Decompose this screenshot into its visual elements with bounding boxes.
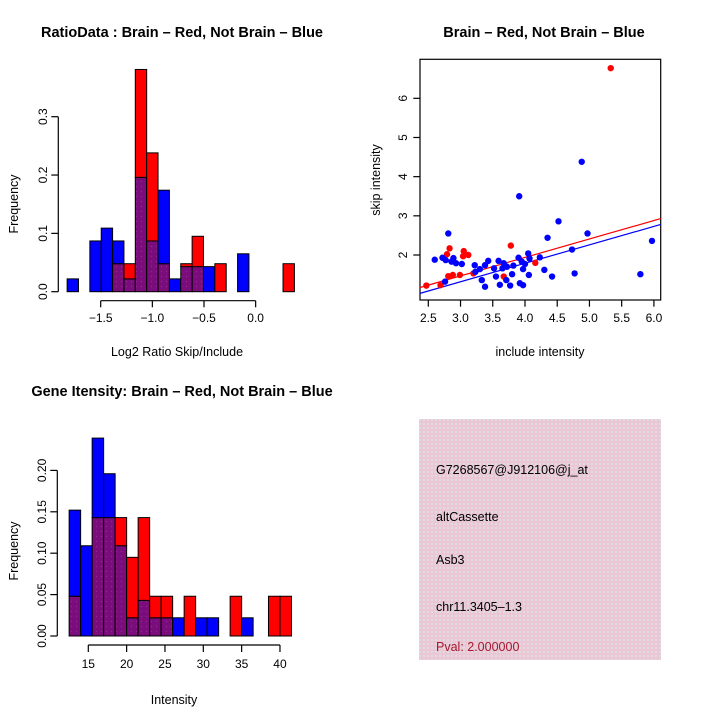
ratio-histogram-bar-blue xyxy=(158,190,169,263)
gene-histogram-bar-blue xyxy=(81,546,93,636)
intensity-scatter-point-brain xyxy=(457,272,463,278)
intensity-scatter-point-not-brain xyxy=(537,254,543,260)
intensity-scatter-point-not-brain xyxy=(503,277,509,283)
gene-histogram-y-axis-title: Frequency xyxy=(7,521,21,581)
gene-histogram-bar-red xyxy=(150,596,162,618)
gene-histogram-x-tick-label: 35 xyxy=(234,657,249,671)
intensity-scatter-x-tick-label: 6.0 xyxy=(645,311,663,325)
gene-histogram-bar-overlap xyxy=(127,618,139,636)
intensity-scatter-point-not-brain xyxy=(526,272,532,278)
ratio-histogram-bar-blue xyxy=(169,279,180,292)
ratio-histogram-bar-blue xyxy=(203,267,214,292)
intensity-scatter-point-not-brain xyxy=(541,267,547,273)
gene-histogram-bar-red xyxy=(280,596,292,636)
intensity-scatter-point-not-brain xyxy=(584,230,590,236)
intensity-scatter-point-not-brain xyxy=(510,262,516,268)
gene-histogram-bar-blue xyxy=(173,618,185,636)
intensity-scatter-point-not-brain xyxy=(555,218,561,224)
ratio-histogram-bar-overlap xyxy=(192,267,203,292)
info-pval: Pval: 2.000000 xyxy=(436,640,520,654)
ratio-histogram-y-tick-label: 0.3 xyxy=(36,108,50,126)
intensity-scatter-point-not-brain xyxy=(549,273,555,279)
intensity-scatter-y-axis-title: skip intensity xyxy=(369,144,383,216)
gene-histogram xyxy=(7,384,333,707)
gene-histogram-y-tick-label: 0.20 xyxy=(35,458,49,483)
ratio-histogram-bar-red xyxy=(124,264,135,279)
intensity-scatter-point-not-brain xyxy=(472,262,478,268)
ratio-histogram-y-tick-label: 0.1 xyxy=(36,225,50,242)
intensity-scatter-point-brain xyxy=(460,253,466,259)
intensity-scatter-x-tick-label: 4.5 xyxy=(548,311,566,325)
ratio-histogram-bar-overlap xyxy=(158,264,169,292)
ratio-histogram-y-tick-label: 0.0 xyxy=(36,283,50,301)
intensity-scatter-y-tick-label: 4 xyxy=(396,173,410,181)
gene-histogram-x-tick-label: 25 xyxy=(158,657,172,671)
gene-histogram-x-tick-label: 40 xyxy=(273,657,287,671)
ratio-histogram-bar-blue xyxy=(90,241,101,292)
ratio-histogram-x-tick-label: −1.5 xyxy=(88,311,113,325)
intensity-scatter-point-not-brain xyxy=(482,284,488,290)
ratio-histogram-bar-blue xyxy=(238,254,249,292)
intensity-scatter-point-not-brain xyxy=(432,257,438,263)
intensity-scatter-x-tick-label: 2.5 xyxy=(419,311,437,325)
info-locus: chr11.3405–1.3 xyxy=(436,600,522,614)
intensity-scatter-y-tick-label: 6 xyxy=(396,94,410,102)
ratio-histogram-bar-overlap xyxy=(124,279,135,292)
intensity-scatter-point-not-brain xyxy=(569,246,575,252)
info-probe-id: G7268567@J912106@j_at xyxy=(436,463,588,477)
intensity-scatter-point-not-brain xyxy=(571,270,577,276)
intensity-scatter-x-tick-label: 3.5 xyxy=(484,311,502,325)
gene-histogram-bar-blue xyxy=(242,618,254,636)
intensity-scatter-point-not-brain xyxy=(579,159,585,165)
intensity-scatter-point-not-brain xyxy=(544,235,550,241)
gene-histogram-bar-overlap xyxy=(161,618,173,636)
ratio-histogram-x-tick-label: 0.0 xyxy=(247,311,264,325)
intensity-scatter-x-tick-label: 4.0 xyxy=(516,311,534,325)
gene-histogram-bar-red xyxy=(115,518,127,546)
intensity-scatter-point-not-brain xyxy=(445,230,451,236)
gene-histogram-bar-red xyxy=(161,596,173,618)
intensity-scatter-point-not-brain xyxy=(472,269,478,275)
ratio-histogram-bar-red xyxy=(135,69,146,177)
gene-histogram-bar-blue xyxy=(104,474,116,518)
ratio-histogram-bar-blue xyxy=(113,241,124,264)
gene-histogram-x-axis-title: Intensity xyxy=(150,693,198,707)
intensity-scatter-point-not-brain xyxy=(516,193,522,199)
intensity-scatter-y-tick-label: 5 xyxy=(396,134,410,141)
ratio-histogram-bar-red xyxy=(147,153,158,241)
intensity-scatter-point-not-brain xyxy=(479,277,485,283)
ratio-histogram-bar-red xyxy=(283,264,294,292)
gene-histogram-bar-red xyxy=(230,596,242,636)
intensity-scatter xyxy=(369,25,663,359)
intensity-scatter-point-not-brain xyxy=(485,258,491,264)
intensity-scatter-point-not-brain xyxy=(509,271,515,277)
ratio-histogram-y-axis-title: Frequency xyxy=(7,174,21,234)
gene-histogram-x-tick-label: 20 xyxy=(119,657,134,671)
ratio-histogram-bar-red xyxy=(192,236,203,266)
gene-histogram-bar-overlap xyxy=(115,546,127,636)
intensity-scatter-point-not-brain xyxy=(491,265,497,271)
gene-histogram-bar-red xyxy=(184,596,196,636)
ratio-histogram-panel-title: RatioData : Brain – Red, Not Brain – Blue xyxy=(41,25,323,41)
gene-histogram-bar-red xyxy=(127,557,139,617)
intensity-scatter-y-tick-label: 2 xyxy=(396,251,410,259)
intensity-scatter-point-not-brain xyxy=(459,261,465,267)
gene-histogram-x-tick-label: 30 xyxy=(196,657,210,671)
intensity-scatter-point-not-brain xyxy=(637,271,643,277)
info-splice-type: altCassette xyxy=(436,510,499,524)
ratio-histogram-bar-red xyxy=(215,264,226,292)
gene-histogram-bar-overlap xyxy=(150,618,162,636)
gene-histogram-bar-overlap xyxy=(92,518,104,636)
intensity-scatter-point-not-brain xyxy=(493,273,499,279)
ratio-histogram-bar-blue xyxy=(101,228,112,292)
ratio-histogram-y-tick-label: 0.2 xyxy=(36,166,50,184)
intensity-scatter-point-not-brain xyxy=(526,255,532,261)
ratio-histogram-x-axis-title: Log2 Ratio Skip/Include xyxy=(110,345,244,359)
gene-histogram-bar-overlap xyxy=(138,600,150,636)
ratio-histogram-bar-overlap xyxy=(181,267,192,292)
ratio-histogram-bar-red xyxy=(181,264,192,267)
intensity-scatter-point-not-brain xyxy=(522,261,528,267)
intensity-scatter-fit-line-brain-fit xyxy=(420,219,661,288)
ratio-histogram xyxy=(7,25,323,359)
ratio-histogram-x-tick-label: −0.5 xyxy=(192,311,216,325)
intensity-scatter-point-not-brain xyxy=(442,278,448,284)
intensity-scatter-point-brain xyxy=(423,282,429,288)
ratio-histogram-bar-overlap xyxy=(147,241,158,292)
gene-histogram-bar-overlap xyxy=(104,518,116,636)
intensity-scatter-point-not-brain xyxy=(497,282,503,288)
gene-histogram-bar-blue xyxy=(69,510,81,596)
gene-histogram-y-tick-label: 0.05 xyxy=(35,582,49,607)
ratio-histogram-bar-overlap xyxy=(135,177,146,291)
ratio-histogram-x-tick-label: −1.0 xyxy=(140,311,165,325)
gene-histogram-bar-red xyxy=(138,518,150,601)
intensity-scatter-x-tick-label: 3.0 xyxy=(452,311,469,325)
info-gene-name: Asb3 xyxy=(436,553,465,567)
intensity-scatter-point-not-brain xyxy=(507,282,513,288)
intensity-scatter-x-axis-title: include intensity xyxy=(495,345,585,359)
gene-histogram-bar-blue xyxy=(196,618,208,636)
gene-histogram-panel-title: Gene Itensity: Brain – Red, Not Brain – Blue xyxy=(31,384,333,400)
intensity-scatter-point-brain xyxy=(450,272,456,278)
intensity-scatter-point-brain xyxy=(446,245,452,251)
intensity-scatter-point-brain xyxy=(532,260,538,266)
gene-histogram-y-tick-label: 0.10 xyxy=(35,541,49,565)
gene-histogram-bar-blue xyxy=(92,438,104,517)
intensity-scatter-point-not-brain xyxy=(504,264,510,270)
intensity-scatter-x-tick-label: 5.5 xyxy=(613,311,631,325)
gene-histogram-bar-overlap xyxy=(69,596,81,636)
intensity-scatter-point-not-brain xyxy=(649,238,655,244)
ratio-histogram-bar-blue xyxy=(67,279,78,292)
intensity-scatter-y-tick-label: 3 xyxy=(396,212,410,220)
gene-histogram-bar-blue xyxy=(207,618,219,636)
gene-histogram-y-tick-label: 0.00 xyxy=(35,624,49,648)
intensity-scatter-point-not-brain xyxy=(520,282,526,288)
intensity-scatter-x-tick-label: 5.0 xyxy=(581,311,598,325)
info-box xyxy=(419,419,661,660)
intensity-scatter-point-not-brain xyxy=(443,257,449,263)
intensity-scatter-point-brain xyxy=(508,242,514,248)
intensity-scatter-panel-title: Brain – Red, Not Brain – Blue xyxy=(443,25,645,41)
ratio-histogram-bar-overlap xyxy=(113,264,124,292)
gene-histogram-y-tick-label: 0.15 xyxy=(35,500,49,524)
intensity-scatter-point-not-brain xyxy=(450,255,456,261)
gene-histogram-x-tick-label: 15 xyxy=(81,657,95,671)
intensity-scatter-point-brain xyxy=(608,65,614,71)
gene-histogram-bar-red xyxy=(268,596,280,636)
